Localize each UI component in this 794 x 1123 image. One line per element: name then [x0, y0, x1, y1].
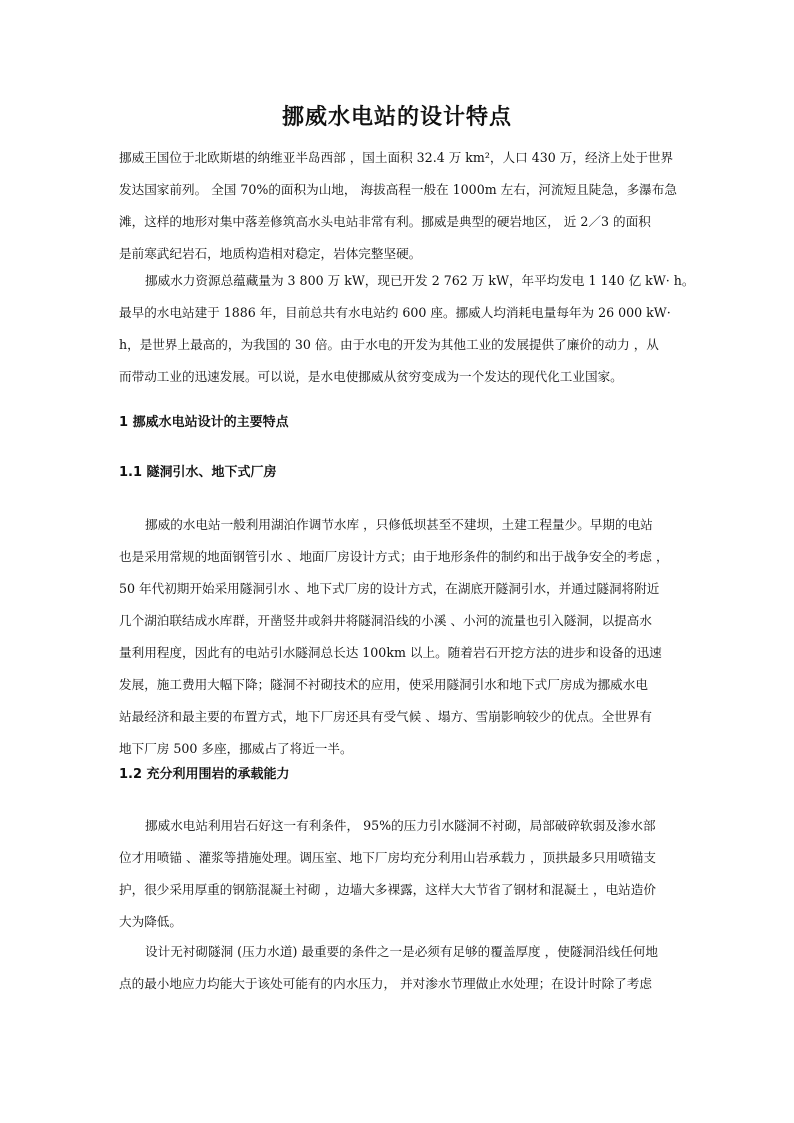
paragraph-line: 大为降低。 [119, 914, 182, 929]
paragraph-line: 设计无衬砌隧洞 (压力水道) 最重要的条件之一是必须有足够的覆盖厚度 ，使隧洞沿线任何地 [145, 944, 658, 959]
paragraph-line: 地下厂房 500 多座，挪威占了将近一半。 [119, 741, 353, 756]
tunnel-paragraph [119, 509, 681, 765]
paragraph-line: 也是采用常规的地面钢管引水 、地面厂房设计方式；由于地形条件的制约和出于战争安全的考虑 ， [119, 549, 669, 564]
paragraph-line: 几个湖泊联结成水库群，开凿竖井或斜井将隧洞沿线的小溪 、小河的流量也引入隧洞，以提高水 [119, 613, 652, 628]
paragraph-line: 发展，施工费用大幅下降；隧洞不衬砌技术的应用，使采用隧洞引水和地下式厂房成为挪威水电 [119, 677, 648, 692]
paragraph-line: 最早的水电站建于 1886 年，目前总共有水电站约 600 座。挪威人均消耗电量每年为 26 000 kW· [119, 305, 671, 320]
intro-line: 滩，这样的地形对集中落差修筑高水头电站非常有利。挪威是典型的硬岩地区， 近 2／3 的面积 [119, 214, 651, 229]
intro-line: 发达国家前列。 全国 70%的面积为山地， 海拔高程一般在 1000m 左右，河流短且陡急，多瀑布急 [119, 182, 677, 197]
paragraph-line: 而带动工业的迅速发展。可以说，是水电使挪威从贫穷变成为一个发达的现代化工业国家。 [119, 369, 623, 384]
section-heading-1-2: 1.2 充分利用围岩的承载能力 [119, 767, 290, 782]
paragraph-line: 点的最小地应力均能大于该处可能有的内水压力， 并对渗水节理做止水处理；在设计时除了考虑 [119, 976, 652, 991]
unlined-tunnel-paragraph [119, 936, 681, 1000]
paragraph-line: h，是世界上最高的，为我国的 30 倍。由于水电的开发为其他工业的发展提供了廉价的动力 ，从 [119, 337, 659, 352]
section-heading-1-1: 1.1 隧洞引水、地下式厂房 [119, 465, 277, 480]
paragraph-line: 位才用喷锚 、灌浆等措施处理。调压室、地下厂房均充分利用山岩承载力 ，顶拱最多只用喷锚支 [119, 850, 656, 865]
paragraph-line: 量利用程度，因此有的电站引水隧洞总长达 100km 以上。随着岩石开挖方法的进步和设备的迅速 [119, 645, 662, 660]
paragraph-line: 挪威水电站利用岩石好这一有利条件， 95%的压力引水隧洞不衬砌，局部破碎软弱及渗水部 [145, 818, 656, 833]
resources-paragraph [119, 265, 695, 393]
paragraph-line: 护，很少采用厚重的钢筋混凝土衬砌 ，边墙大多裸露，这样大大节省了钢材和混凝土 ，电站造价 [119, 882, 656, 897]
section-heading-1: 1 挪威水电站设计的主要特点 [119, 415, 289, 430]
paragraph-line: 站最经济和最主要的布置方式，地下厂房还具有受气候 、塌方、雪崩影响较少的优点。全世界有 [119, 709, 652, 724]
document-title: 挪威水电站的设计特点 [281, 104, 512, 130]
rock-paragraph [119, 810, 681, 938]
paragraph-line: 挪威的水电站一般利用湖泊作调节水库 ，只修低坝甚至不建坝，土建工程量少。早期的电站 [145, 517, 653, 532]
paragraph-line: 挪威水力资源总蕴藏量为 3 800 万 kW，现已开发 2 762 万 kW，年平均发电 1 140 亿 kW· h。 [145, 273, 695, 288]
intro-line: 挪威王国位于北欧斯堪的纳维亚半岛西部 ，国土面积 32.4 万 km²，人口 430 万，经济上处于世界 [119, 150, 674, 165]
intro-line: 是前寒武纪岩石，地质构造相对稳定，岩体完整坚硬。 [119, 246, 422, 261]
intro-paragraph [119, 142, 681, 270]
paragraph-line: 50 年代初期开始采用隧洞引水 、地下式厂房的设计方式，在湖底开隧洞引水，并通过隧洞将附近 [119, 581, 660, 596]
